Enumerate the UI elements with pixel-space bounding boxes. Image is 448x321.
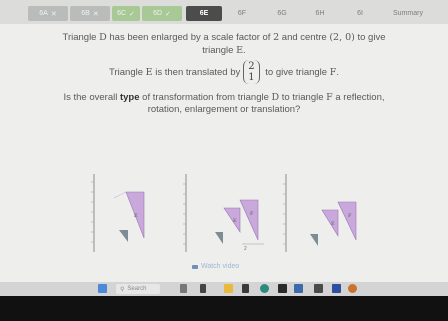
tab-summary[interactable] xyxy=(380,6,436,21)
screen-bezel xyxy=(0,296,448,321)
tab-6g[interactable] xyxy=(266,6,298,21)
tab-6d[interactable] xyxy=(142,6,182,21)
watch-video-label: Watch video xyxy=(201,263,240,270)
triangle-e xyxy=(224,208,240,232)
task-tab-bar xyxy=(0,0,448,24)
triangle-label: E xyxy=(134,213,138,219)
tab-6i[interactable] xyxy=(344,6,376,21)
tab-6e[interactable] xyxy=(186,6,222,21)
tab-label: 6E xyxy=(199,10,209,17)
triangle-d xyxy=(119,230,128,242)
app-icon-4[interactable] xyxy=(332,284,341,293)
triangle-d xyxy=(310,234,318,246)
taskbar-search-input[interactable]: ⚲ Search xyxy=(116,284,160,294)
question-line-4: Is the overall type of transformation from triangle D to triangle F a reflection, xyxy=(63,92,385,103)
tab-label: 6G xyxy=(277,10,287,17)
tab-6f[interactable] xyxy=(226,6,258,21)
chrome-icon[interactable] xyxy=(348,284,357,293)
edge-icon[interactable] xyxy=(260,284,269,293)
cross-icon: ✕ xyxy=(50,10,57,18)
tab-label: 6I xyxy=(357,10,363,17)
tab-6a[interactable] xyxy=(28,6,68,21)
question-line-3: Triangle E is then translated by 2 1 to give triangle F. xyxy=(109,61,339,84)
question-line-2: triangle E. xyxy=(202,45,246,56)
tab-label: Summary xyxy=(393,10,423,17)
tab-label: 6F xyxy=(237,10,247,17)
triangle-label: E xyxy=(331,221,335,227)
task-view-icon[interactable] xyxy=(180,284,187,293)
windows-start-icon[interactable] xyxy=(98,284,107,293)
store-icon[interactable] xyxy=(294,284,303,293)
search-icon: ⚲ xyxy=(120,286,125,293)
triangle-e xyxy=(322,210,338,236)
tab-6h[interactable] xyxy=(304,6,336,21)
question-line-1: Triangle D has been enlarged by a scale factor of 2 and centre (2, 0) to give xyxy=(62,32,386,43)
triangle-f xyxy=(338,202,356,240)
axis-tick-label: 2 xyxy=(244,246,247,252)
triangle-label: E xyxy=(233,218,237,224)
tab-label: 6C xyxy=(117,10,127,17)
app-icon-2[interactable] xyxy=(242,284,249,293)
app-icon-1[interactable] xyxy=(200,284,206,293)
video-camera-icon xyxy=(192,265,198,269)
tab-6b[interactable] xyxy=(70,6,110,21)
translation-vector: 2 1 xyxy=(243,60,259,84)
app-icon-3[interactable] xyxy=(278,284,287,293)
cross-icon: ✕ xyxy=(92,10,99,18)
check-icon: ✓ xyxy=(165,10,171,18)
tab-6c[interactable] xyxy=(112,6,140,21)
file-explorer-icon[interactable] xyxy=(224,284,233,293)
triangle-f xyxy=(240,200,258,240)
tab-label: 6A xyxy=(39,10,48,17)
triangle-label: F xyxy=(348,213,352,219)
triangle-d xyxy=(215,232,223,244)
tab-label: 6B xyxy=(81,10,90,17)
tab-label: 6H xyxy=(315,10,325,17)
check-icon: ✓ xyxy=(129,10,135,18)
question-panel xyxy=(0,24,448,282)
graph-option-2[interactable] xyxy=(178,170,268,255)
watch-video-button[interactable] xyxy=(192,262,239,271)
question-line-5: rotation, enlargement or translation? xyxy=(147,104,301,115)
teams-icon[interactable] xyxy=(314,284,323,293)
graph-option-3[interactable] xyxy=(278,170,368,255)
graph-option-1[interactable] xyxy=(82,170,162,255)
os-taskbar xyxy=(0,282,448,296)
triangle-label: F xyxy=(250,211,254,217)
tab-label: 6D xyxy=(153,10,163,17)
